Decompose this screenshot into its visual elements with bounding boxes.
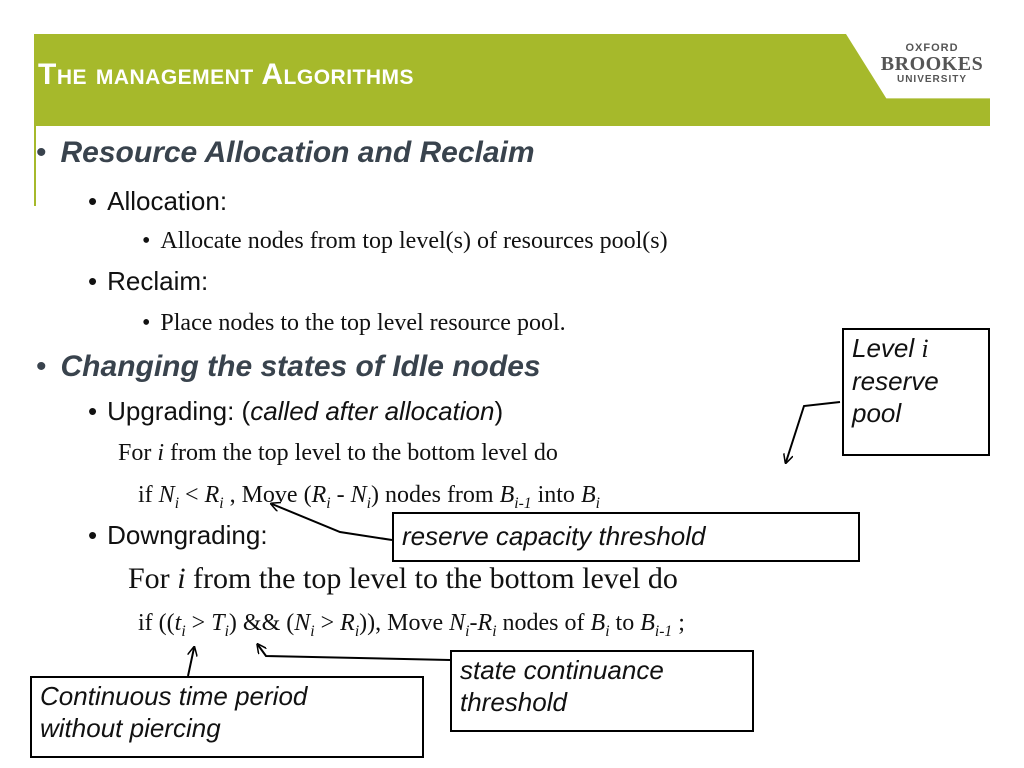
arrow-state-threshold — [258, 645, 450, 660]
text: into — [531, 482, 581, 508]
text: ; — [672, 610, 685, 636]
bullet-upgrading: • Upgrading: (called after allocation) — [88, 396, 504, 426]
sub: i — [465, 622, 470, 640]
text: if — [138, 482, 159, 508]
bullet-downgrading: • Downgrading: — [88, 520, 268, 550]
var: t — [174, 610, 182, 636]
sub: i — [354, 622, 360, 640]
text: - — [330, 482, 351, 508]
bullet-text: Allocation: — [107, 186, 228, 216]
upgrading-close: ) — [494, 396, 504, 426]
bullet-changing-states: • Changing the states of Idle nodes — [36, 350, 541, 383]
var: T — [211, 610, 225, 636]
callout-continuous-time-period — [30, 676, 424, 758]
var: B — [640, 610, 655, 636]
text: from the top level to the bottom level do — [185, 562, 678, 595]
sub: i — [181, 622, 186, 640]
sub: i — [595, 494, 600, 512]
page-title: The management Algorithms — [38, 58, 415, 91]
text: Level — [852, 333, 922, 363]
var: N — [294, 610, 311, 636]
bullet-reclaim: • Reclaim: — [88, 266, 209, 296]
callout-reserve-capacity-threshold — [392, 512, 860, 562]
var: R — [204, 482, 220, 508]
logo-line-1: OXFORD — [905, 42, 959, 54]
text: Continuous time period — [40, 681, 308, 711]
arrow-level-pool — [786, 402, 840, 462]
bullet-text: Allocate nodes from top level(s) of resources pool(s) — [160, 228, 668, 254]
text: ) nodes from — [370, 482, 500, 508]
var: B — [499, 482, 515, 508]
var: B — [580, 482, 596, 508]
logo-line-3: UNIVERSITY — [896, 74, 967, 85]
upgrading-label: Upgrading: ( — [107, 396, 251, 426]
var-i: i — [921, 334, 929, 363]
sub: i-1 — [654, 622, 673, 640]
text: reserve capacity threshold — [402, 521, 706, 551]
var-i: i — [177, 562, 186, 595]
text: , Move ( — [223, 482, 312, 508]
text: ) && ( — [228, 610, 295, 636]
sub: i — [224, 622, 229, 640]
sub: i — [310, 622, 315, 640]
text: from the top level to the bottom level do — [164, 440, 558, 466]
var: N — [158, 482, 175, 508]
sub: i — [326, 494, 331, 512]
text: to — [609, 610, 641, 636]
text: For — [128, 562, 178, 595]
bullet-text: Resource Allocation and Reclaim — [60, 136, 535, 169]
var: N — [350, 482, 367, 508]
sub: i — [605, 622, 610, 640]
text: < — [179, 482, 205, 508]
sub: i — [219, 494, 224, 512]
text: state continuance — [460, 655, 664, 685]
sub: i — [366, 494, 371, 512]
bullet-text: Changing the states of Idle nodes — [60, 350, 541, 383]
text: reserve — [852, 366, 939, 396]
callout-level-reserve-pool — [842, 328, 990, 456]
bullet-resource-allocation: • Resource Allocation and Reclaim — [36, 136, 535, 169]
sub: i — [492, 622, 497, 640]
arrow-continuous-time — [188, 648, 194, 676]
text: without piercing — [40, 713, 221, 743]
sub: i — [174, 494, 180, 512]
upgrading-note: called after allocation — [250, 396, 495, 426]
text: For — [118, 440, 158, 466]
text: nodes of — [496, 610, 591, 636]
text: > — [185, 610, 212, 636]
var: N — [449, 610, 466, 636]
text: threshold — [460, 687, 567, 717]
sub: i-1 — [514, 494, 532, 512]
var: R — [477, 610, 493, 636]
text: )), Move — [359, 610, 450, 636]
bullet-text: Reclaim: — [107, 266, 209, 296]
var: R — [340, 610, 355, 636]
var: R — [311, 482, 327, 508]
text: > — [314, 610, 341, 636]
var-i: i — [157, 440, 165, 466]
bullet-allocate-nodes: • Allocate nodes from top level(s) of resources pool(s) — [142, 228, 668, 254]
var: B — [590, 610, 606, 636]
logo-line-2: BROOKES — [880, 53, 984, 75]
callout-state-continuance-threshold — [450, 650, 754, 732]
text: pool — [852, 398, 902, 428]
bullet-place-nodes: • Place nodes to the top level resource pool. — [142, 310, 566, 336]
arrow-reserve-threshold — [272, 504, 392, 540]
bullet-allocation: • Allocation: — [88, 186, 228, 216]
bullet-text: Place nodes to the top level resource pool. — [160, 310, 566, 336]
text: - — [469, 610, 478, 636]
text: if (( — [138, 610, 175, 636]
bullet-text: Downgrading: — [107, 520, 268, 550]
